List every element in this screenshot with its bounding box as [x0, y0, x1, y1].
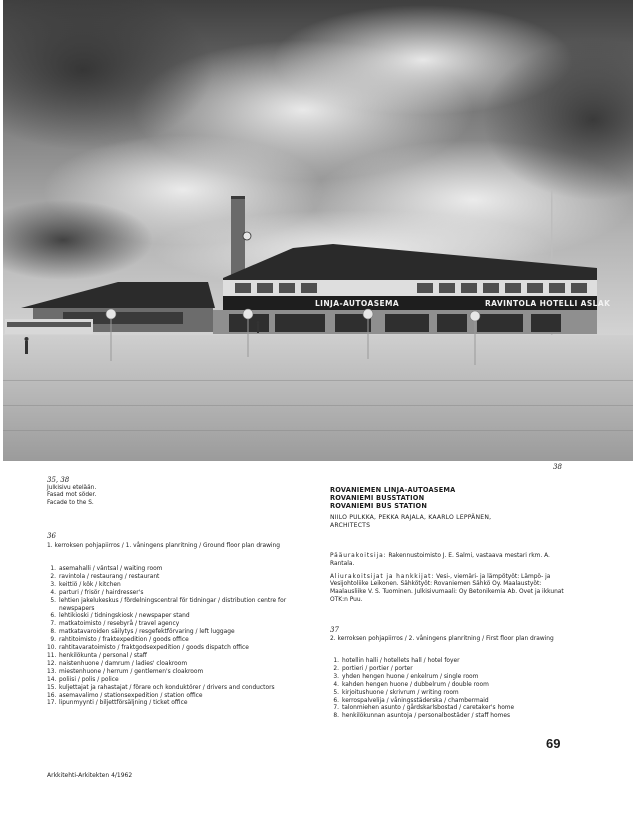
- architects-names: NIILO PULKKA, PEKKA RAJALA, KAARLO LEPPÄNEN,: [330, 514, 492, 521]
- plan2-heading: 2. kerroksen pohjapiirros / 2. våningens planritning / First floor plan drawing: [330, 636, 554, 642]
- credits-text: Vesi-, viemäri- ja lämpötyöt: Lämpö- ja Vesijohtoliike Leikonen. Sähkötyöt: Rovaniemen Sähkö Oy. Maalaustyöt: Maalausliike V. S. Tuominen. Julkisivumaali: Oy Betonikemia Ab. Ovet ja ikkunat OTK:n Puu.: [330, 573, 564, 603]
- legend-item-text: keittiö / kök / kitchen: [59, 581, 121, 588]
- legend-item: [47, 566, 287, 574]
- legend-item-text: ravintola / restaurang / restaurant: [59, 573, 160, 580]
- legend-item-text: hotellin halli / hotellets hall / hotel foyer: [342, 658, 460, 664]
- legend-item: [330, 713, 570, 721]
- legend-item: [47, 598, 287, 614]
- architects: [330, 514, 590, 530]
- page-number: 69: [546, 736, 561, 751]
- article-titles: [330, 486, 590, 511]
- caption-line: Facade to the S.: [47, 499, 94, 506]
- legend-item: [47, 685, 287, 693]
- building-photograph: [3, 0, 633, 461]
- legend-item-number: 5.: [333, 689, 339, 696]
- legend-item: [47, 590, 287, 598]
- legend-item-number: 13.: [47, 668, 57, 675]
- plan1-heading: 1. kerroksen pohjapiirros / 1. våningens planritning / Ground floor plan drawing: [47, 543, 281, 549]
- legend-item-text: yhden hengen huone / enkelrum / single room: [342, 673, 479, 680]
- legend-item-number: 3.: [333, 673, 339, 680]
- legend-item-number: 8.: [50, 629, 56, 636]
- architects-label: ARCHITECTS: [330, 521, 371, 529]
- caption-line: Fasad mot söder.: [47, 492, 97, 499]
- legend-item: [330, 682, 570, 690]
- plan1-legend: [47, 566, 287, 708]
- title-swedish: ROVANIEMI BUSSTATION: [330, 494, 425, 503]
- legend-item-text: matkatavaroiden säilytys / resgefektförvaring / left luggage: [59, 629, 235, 636]
- legend-item-number: 12.: [47, 660, 57, 667]
- legend-item-number: 5.: [50, 597, 56, 604]
- legend-item-number: 1.: [50, 566, 56, 572]
- legend-item-number: 9.: [50, 637, 56, 644]
- legend-item: [47, 693, 287, 701]
- legend-item-text: talonmiehen asunto / gårdskarlsbostad / caretaker's home: [342, 705, 515, 712]
- legend-item-number: 15.: [47, 684, 57, 691]
- legend-item-text: asemavalimo / stationsexpedition / station office: [59, 692, 203, 699]
- credits-main-contractor: [330, 553, 570, 569]
- title-english: ROVANIEMI BUS STATION: [330, 502, 428, 511]
- legend-item-text: naistenhuone / damrum / ladies' cloakroom: [59, 660, 188, 667]
- figure-number-photo: 35, 38: [47, 476, 70, 484]
- credits: [330, 553, 570, 610]
- legend-item: [47, 621, 287, 629]
- legend-item-text: lehtikioski / tidningskiosk / newspaper stand: [59, 613, 190, 620]
- legend-item: [47, 582, 287, 590]
- legend-item-text: kirjoitushuone / skrivrum / writing room: [342, 689, 459, 696]
- credits-label: Aliurakoitsijat ja hankkijat:: [330, 573, 435, 580]
- legend-item-number: 17.: [47, 700, 57, 707]
- legend-item-text: rahtitoimisto / fraktexpedition / goods office: [59, 637, 189, 644]
- legend-item: [47, 653, 287, 661]
- legend-item-number: 3.: [50, 581, 56, 588]
- sign-bus-station: LINJA-AUTOASEMA: [315, 299, 400, 308]
- legend-item-text: henkilökunta / personal / staff: [59, 652, 147, 659]
- photo-caption: [47, 485, 167, 507]
- legend-item-text: miestenhuone / herrum / gentlemen's cloakroom: [59, 668, 204, 675]
- credits-label: Pääurakoitsija:: [330, 553, 387, 559]
- plan2-legend: [330, 658, 570, 721]
- legend-item-number: 14.: [47, 676, 57, 683]
- legend-item: [47, 637, 287, 645]
- legend-item-text: henkilökunnan asuntoja / personalbostäder / staff homes: [342, 713, 511, 720]
- legend-item: [47, 661, 287, 669]
- figure-number-right: 38: [553, 463, 562, 471]
- caption-line: Julkisivu etelään.: [47, 485, 97, 491]
- figure-number-plan1: 36: [47, 532, 56, 540]
- legend-item-number: 6.: [50, 613, 56, 620]
- journal-footer: Arkkitehti-Arkitekten 4/1962: [47, 772, 133, 779]
- legend-item-number: 1.: [333, 658, 339, 664]
- legend-item-text: lehtien jakelukeskus / fördelningscentral för tidningar / distribution centre for newspapers: [59, 597, 287, 612]
- legend-item: [47, 700, 287, 708]
- legend-item-text: kahden hengen huone / dubbelrum / double room: [342, 681, 489, 688]
- legend-item-number: 8.: [333, 713, 339, 720]
- bus-station-facade-image: [3, 0, 633, 461]
- legend-item-text: kuljettajat ja rahastajat / förare och konduktörer / drivers and conductors: [59, 684, 275, 691]
- legend-item-text: lipunmyynti / biljettförsäljning / ticket office: [59, 700, 188, 707]
- credits-text: Rakennustoimisto J. E. Salmi, vastaava mestari rkm. A. Rantala.: [330, 553, 550, 567]
- legend-item-number: 4.: [50, 589, 56, 596]
- credits-subcontractors: [330, 574, 570, 605]
- legend-item: [47, 629, 287, 637]
- legend-item: [47, 574, 287, 582]
- legend-item-text: rahtitavaratoimisto / fraktgodsexpedition / goods dispatch office: [59, 645, 249, 652]
- legend-item: [47, 645, 287, 653]
- legend-item-number: 7.: [50, 621, 56, 628]
- title-finnish: ROVANIEMEN LINJA-AUTOASEMA: [330, 486, 456, 494]
- legend-item-text: parturi / frisör / hairdresser's: [59, 589, 144, 596]
- legend-item-text: matkatoimisto / resebyrå / travel agency: [59, 621, 180, 628]
- legend-item: [330, 705, 570, 713]
- legend-item-text: poliisi / polis / police: [59, 676, 119, 683]
- legend-item-text: kerrospalvelija / våningsstäderska / chambermaid: [342, 697, 489, 704]
- legend-item: [47, 677, 287, 685]
- legend-item: [330, 658, 570, 666]
- legend-item: [330, 690, 570, 698]
- legend-item: [330, 674, 570, 682]
- legend-item-number: 4.: [333, 681, 339, 688]
- legend-item-number: 11.: [47, 652, 57, 659]
- legend-item-number: 6.: [333, 697, 339, 704]
- legend-item-number: 2.: [50, 573, 56, 580]
- figure-number-plan2: 37: [330, 626, 339, 634]
- legend-item-number: 16.: [47, 692, 57, 699]
- sign-restaurant-hotel: RAVINTOLA HOTELLI ASLAK: [485, 299, 611, 308]
- legend-item-number: 7.: [333, 705, 339, 712]
- legend-item: [330, 666, 570, 674]
- legend-item-text: asemahalli / väntsal / waiting room: [59, 566, 163, 572]
- legend-item: [47, 669, 287, 677]
- legend-item-number: 2.: [333, 665, 339, 672]
- legend-item-number: 10.: [47, 645, 57, 652]
- legend-item-text: portieri / portier / porter: [342, 665, 413, 672]
